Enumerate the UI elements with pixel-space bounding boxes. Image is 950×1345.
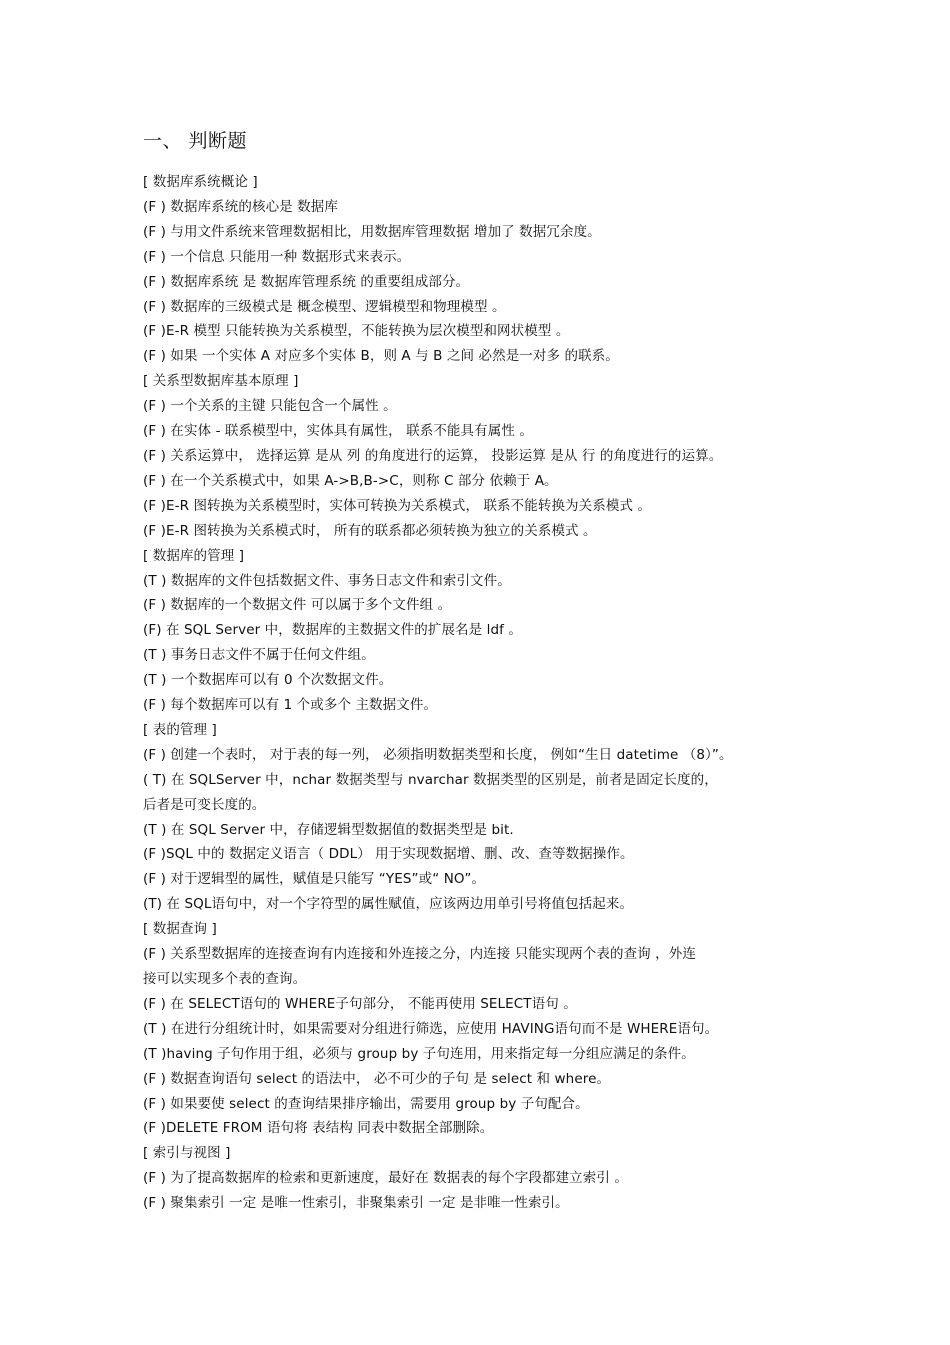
document-line: (F ) 在 SELECT语句的 WHERE子句部分， 不能再使用 SELECT语句 。 (143, 995, 577, 1012)
document-line: (F )E-R 图转换为关系模式时， 所有的联系都必须转换为独立的关系模式 。 (143, 522, 597, 539)
document-line: (F ) 关系型数据库的连接查询有内连接和外连接之分，内连接 只能实现两个表的查询 ，外连 (143, 946, 696, 963)
document-line: 接可以实现多个表的查询。 (143, 971, 307, 987)
document-line: (T ) 在进行分组统计时，如果需要对分组进行筛选，应使用 HAVING语句而不是 WHERE语句。 (143, 1020, 719, 1037)
document-line: (F ) 一个关系的主键 只能包含一个属性 。 (143, 398, 397, 415)
document-line: (F ) 关系运算中， 选择运算 是从 列 的角度进行的运算， 投影运算 是从 行 的角度进行的运算。 (143, 447, 723, 464)
document-line: [ 索引与视图 ] (143, 1145, 231, 1162)
page-title: 一、 判断题 (143, 130, 248, 152)
document-line: (T ) 一个数据库可以有 0 个次数据文件。 (143, 672, 393, 689)
document-line: (F ) 数据查询语句 select 的语法中， 必不可少的子句 是 select 和 where。 (143, 1070, 611, 1087)
document-line: (T )having 子句作用于组，必须与 group by 子句连用，用来指定每一分组应满足的条件。 (143, 1045, 695, 1062)
document-body (143, 170, 815, 1216)
document-line: (T ) 在 SQL Server 中，存储逻辑型数据值的数据类型是 bit. (143, 821, 514, 838)
document-line: (F ) 每个数据库可以有 1 个或多个 主数据文件。 (143, 697, 438, 714)
document-line: ( T) 在 SQLServer 中，nchar 数据类型与 nvarchar 数据类型的区别是，前者是固定长度的， (143, 771, 718, 788)
document-line: (F ) 数据库系统的核心是 数据库 (143, 198, 338, 215)
document-line: (F ) 数据库系统 是 数据库管理系统 的重要组成部分。 (143, 273, 470, 290)
document-line: [ 关系型数据库基本原理 ] (143, 373, 299, 390)
document-line: (F ) 聚集索引 一定 是唯一性索引，非聚集索引 一定 是非唯一性索引。 (143, 1195, 569, 1212)
document-line: (F ) 如果要使 select 的查询结果排序输出，需要用 group by 子句配合。 (143, 1095, 589, 1112)
document-line: [ 数据库的管理 ] (143, 547, 245, 564)
document-line: (F )SQL 中的 数据定义语言（ DDL） 用于实现数据增、删、改、查等数据操作。 (143, 846, 634, 863)
document-line: (F ) 为了提高数据库的检索和更新速度，最好在 数据表的每个字段都建立索引 。 (143, 1170, 628, 1187)
document-line: [ 数据查询 ] (143, 921, 217, 938)
document-line: (F) 在 SQL Server 中，数据库的主数据文件的扩展名是 ldf 。 (143, 622, 523, 639)
document-line: (F ) 对于逻辑型的属性，赋值是只能写 “YES”或“ NO”。 (143, 871, 486, 888)
document-page (143, 128, 815, 1216)
document-line: (T ) 数据库的文件包括数据文件、事务日志文件和索引文件。 (143, 572, 511, 589)
document-line: (F ) 在实体 - 联系模型中，实体具有属性， 联系不能具有属性 。 (143, 423, 533, 440)
document-line: (T ) 事务日志文件不属于任何文件组。 (143, 647, 375, 664)
document-line: (F ) 创建一个表时， 对于表的每一列， 必须指明数据类型和长度， 例如“生日 datetime （8）”。 (143, 746, 733, 763)
document-line: (F )DELETE FROM 语句将 表结构 同表中数据全部删除。 (143, 1120, 494, 1137)
document-line: (F )E-R 模型 只能转换为关系模型，不能转换为层次模型和网状模型 。 (143, 323, 570, 340)
document-line: [ 表的管理 ] (143, 721, 217, 738)
document-line: [ 数据库系统概论 ] (143, 174, 258, 190)
document-line: (F ) 数据库的一个数据文件 可以属于多个文件组 。 (143, 597, 452, 614)
document-line: (F ) 与用文件系统来管理数据相比，用数据库管理数据 增加了 数据冗余度。 (143, 223, 601, 240)
document-line: (F ) 在一个关系模式中，如果 A->B,B->C，则称 C 部分 依赖于 A。 (143, 472, 558, 489)
document-line: 后者是可变长度的。 (143, 796, 266, 813)
document-line: (F ) 数据库的三级模式是 概念模型、逻辑模型和物理模型 。 (143, 298, 506, 315)
document-line: (T) 在 SQL语句中，对一个字符型的属性赋值，应该两边用单引号将值包括起来。 (143, 896, 634, 913)
document-line: (F ) 如果 一个实体 A 对应多个实体 B，则 A 与 B 之间 必然是一对多 的联系。 (143, 348, 619, 365)
document-line: (F )E-R 图转换为关系模型时，实体可转换为关系模式， 联系不能转换为关系模式 。 (143, 497, 652, 514)
document-line: (F ) 一个信息 只能用一种 数据形式来表示。 (143, 248, 411, 265)
